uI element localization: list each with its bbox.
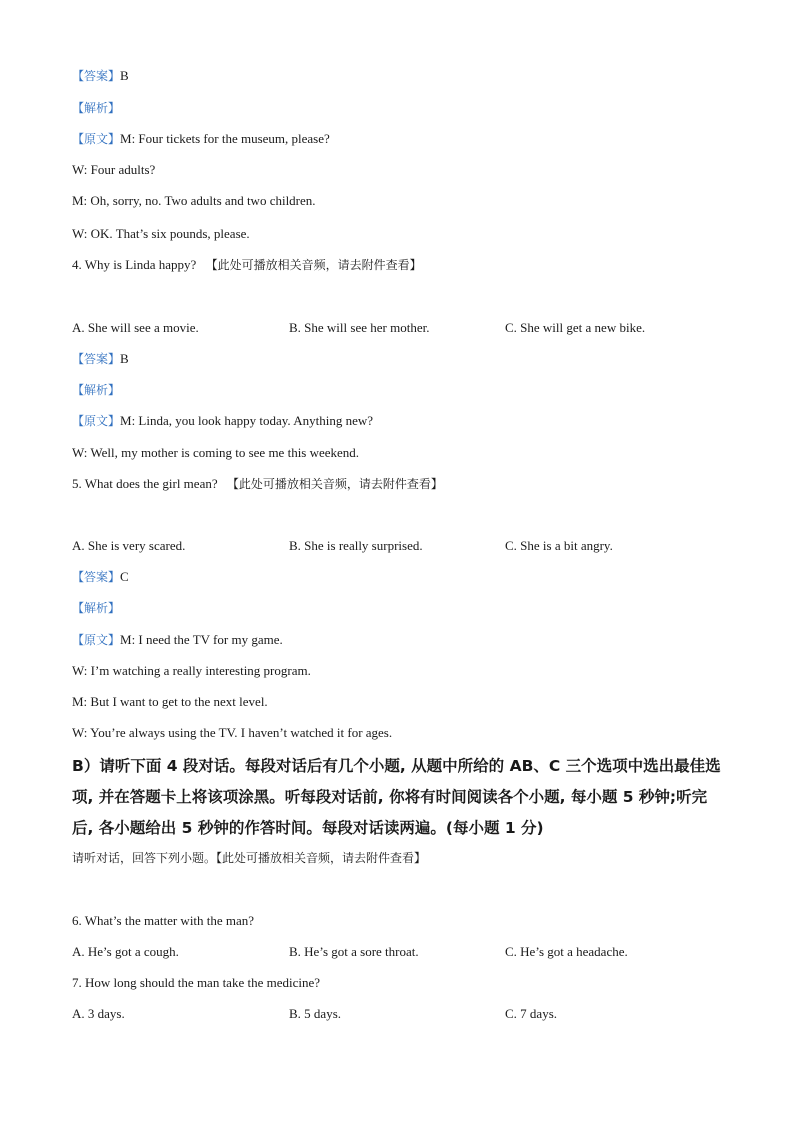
audio-note[interactable]: 【此处可播放相关音频，请去附件查看】 (216, 851, 427, 865)
q4-option-a: A. She will see a movie. (72, 320, 199, 335)
q5-question: 5. What does the girl mean? 【此处可播放相关音频，请去附件查看】 (72, 476, 443, 491)
original-tag: 【原文】 (72, 414, 121, 428)
q6-option-a: A. He’s got a cough. (72, 944, 179, 959)
q7-question: 7. How long should the man take the medicine? (72, 975, 321, 990)
q3-dialogue-line-2: W: Four adults? (72, 162, 156, 177)
q3-answer: B (120, 68, 129, 83)
q3-dialogue-line-4: W: OK. That’s six pounds, please. (72, 226, 250, 241)
q4-option-b: B. She will see her mother. (289, 320, 430, 335)
section-b-heading-line-3: 后, 各小题给出 5 秒钟的作答时间。每段对话读两遍。(每小题 1 分) (72, 819, 544, 837)
q7-option-c: C. 7 days. (505, 1006, 557, 1021)
analysis-tag: 【解析】 (72, 383, 121, 397)
q4-analysis-line (72, 382, 120, 398)
q6-option-c: C. He’s got a headache. (505, 944, 628, 959)
q7-option-a: A. 3 days. (72, 1006, 125, 1021)
q3-analysis-line (72, 100, 120, 116)
q4-dialogue-line-2: W: Well, my mother is coming to see me this weekend. (72, 445, 360, 460)
q4-dialogue-line-1: 【原文】M: Linda, you look happy today. Anything new? (72, 413, 374, 428)
analysis-tag: 【解析】 (72, 101, 121, 115)
q4-question: 4. Why is Linda happy? 【此处可播放相关音频，请去附件查看】 (72, 257, 422, 272)
section-b-heading-line-1: B）请听下面 4 段对话。每段对话后有几个小题, 从题中所给的 AB、C 三个选项中选出最佳选 (72, 757, 721, 775)
q5-dialogue-line-1: 【原文】M: I need the TV for my game. (72, 632, 283, 647)
q5-dialogue-line-3: M: But I want to get to the next level. (72, 694, 268, 709)
q4-answer: B (120, 351, 129, 366)
q5-option-c: C. She is a bit angry. (505, 538, 613, 553)
q5-analysis-line (72, 600, 120, 616)
q5-answer: C (120, 569, 129, 584)
q5-dialogue-line-4: W: You’re always using the TV. I haven’t watched it for ages. (72, 725, 393, 740)
q6-option-b: B. He’s got a sore throat. (289, 944, 419, 959)
audio-note[interactable]: 【此处可播放相关音频，请去附件查看】 (226, 477, 443, 491)
q7-option-b: B. 5 days. (289, 1006, 341, 1021)
section-b-instruction: 请听对话，回答下列小题。【此处可播放相关音频，请去附件查看】 (72, 851, 427, 865)
q5-option-a: A. She is very scared. (72, 538, 186, 553)
answer-tag: 【答案】 (72, 69, 121, 83)
original-tag: 【原文】 (72, 132, 121, 146)
q3-dialogue-line-1: 【原文】M: Four tickets for the museum, please? (72, 131, 330, 146)
answer-tag: 【答案】 (72, 352, 121, 366)
audio-note[interactable]: 【此处可播放相关音频，请去附件查看】 (205, 258, 422, 272)
q4-answer-line (72, 351, 129, 367)
original-tag: 【原文】 (72, 633, 121, 647)
section-b-heading-line-2: 项, 并在答题卡上将该项涂黑。听每段对话前, 你将有时间阅读各个小题, 每小题 5 秒钟;听完 (72, 788, 708, 806)
analysis-tag: 【解析】 (72, 601, 121, 615)
q6-question: 6. What’s the matter with the man? (72, 913, 255, 928)
q5-answer-line (72, 569, 129, 585)
q4-option-c: C. She will get a new bike. (505, 320, 646, 335)
q5-option-b: B. She is really surprised. (289, 538, 423, 553)
q3-dialogue-line-3: M: Oh, sorry, no. Two adults and two children. (72, 193, 316, 208)
q5-dialogue-line-2: W: I’m watching a really interesting program. (72, 663, 311, 678)
answer-tag: 【答案】 (72, 570, 121, 584)
q3-answer-line (72, 68, 129, 84)
